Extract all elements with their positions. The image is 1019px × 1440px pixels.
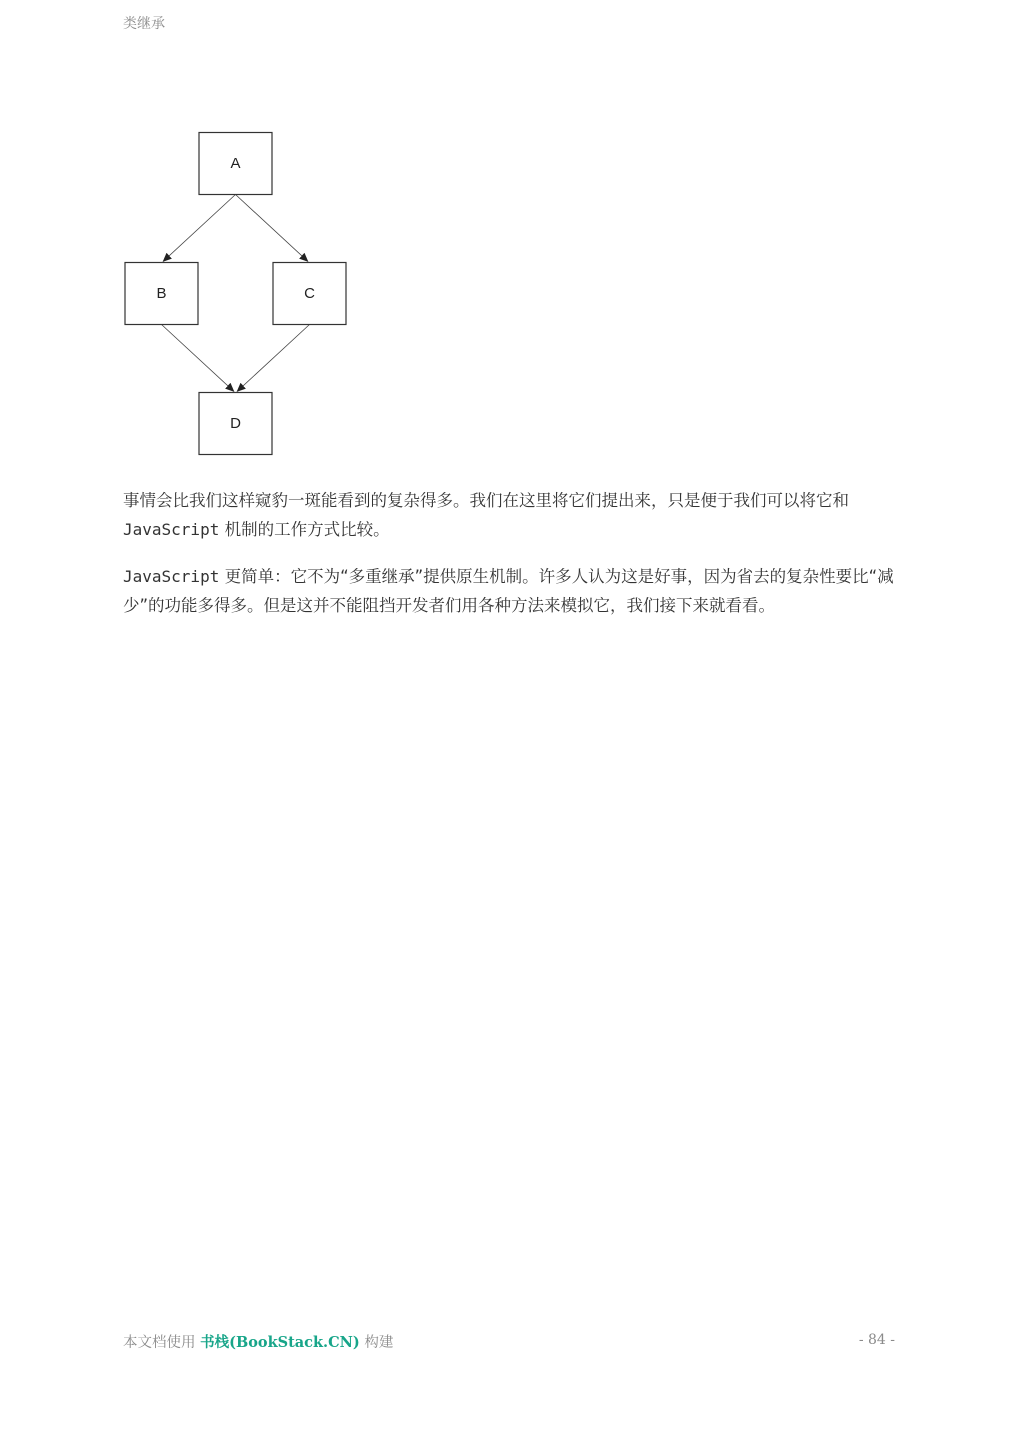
bookstack-link[interactable]: 书栈(BookStack.CN) [200,1334,360,1351]
node-c-label: C [304,285,315,302]
node-d [199,393,272,455]
node-a-label: A [230,155,241,172]
inheritance-diagram [118,125,358,465]
edge-b-to-d [162,325,235,392]
node-c [273,263,346,325]
footer-suffix: 构建 [359,1335,394,1351]
node-b-label: B [156,285,167,302]
edge-c-to-d [237,325,310,392]
paragraph-1-text-after: 机制的工作方式比较。 [219,520,390,539]
paragraph-1-text-before: 事情会比我们这样窥豹一斑能看到的复杂得多。我们在这里将它们提出来，只是便于我们可以将它和 [123,491,849,510]
footer-credit [123,1331,393,1352]
edge-a-to-c [236,195,309,262]
node-b [125,263,198,325]
paragraph-javascript-simpler [123,562,898,620]
running-header: 类继承 [123,16,165,32]
footer-prefix: 本文档使用 [123,1335,201,1351]
paragraph-2-text: 更简单：它不为“多重继承”提供原生机制。许多人认为这是好事，因为省去的复杂性要比“减少”的功能多得多。但是这并不能阻挡开发者们用各种方法来模拟它，我们接下来就看看。 [123,567,894,615]
paragraph-complexity [123,486,898,544]
node-d-label: D [230,415,241,432]
node-a [199,133,272,195]
page-number: - 84 - [858,1332,895,1348]
edge-a-to-b [163,195,236,262]
paragraph-1-code: JavaScript [123,520,220,539]
paragraph-2-code: JavaScript [123,567,220,586]
